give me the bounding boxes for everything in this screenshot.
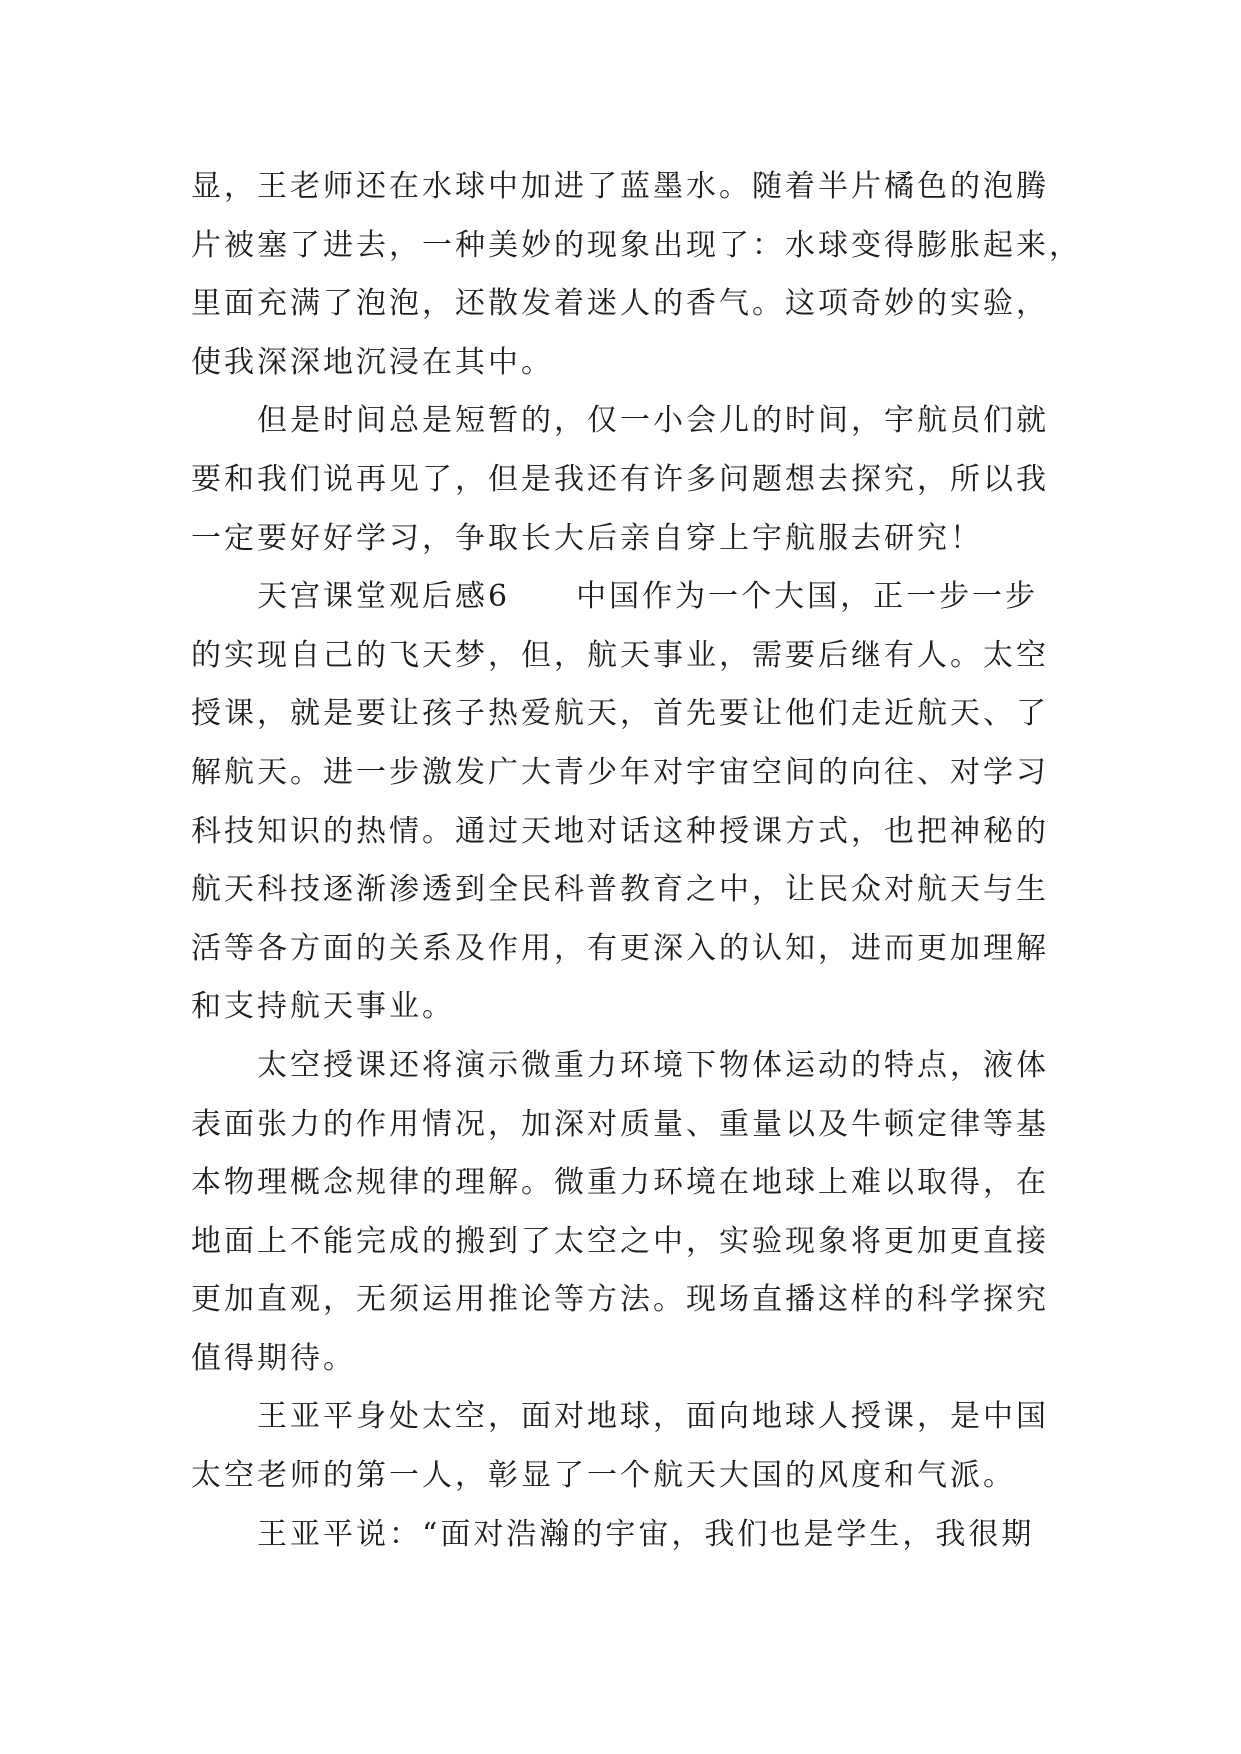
text-line: 使我深深地沉浸在其中。: [191, 344, 554, 380]
paragraph-water-ball-experiment: [191, 158, 1082, 392]
text-line: 王亚平说：“面对浩瀚的宇宙，我们也是学生，我很期: [257, 1516, 1035, 1552]
text-line: 解航天。进一步激发广大青少年对宇宙空间的向往、对学习: [191, 754, 1049, 790]
text-line: 值得期待。: [191, 1340, 356, 1376]
document-body: [191, 158, 1082, 1564]
text-line: 里面充满了泡泡，还散发着迷人的香气。这项奇妙的实验，: [191, 286, 1049, 322]
paragraph-wang-yaping-quote: [191, 1506, 1061, 1565]
text-line: 太空授课还将演示微重力环境下物体运动的特点，液体: [257, 1047, 1049, 1083]
text-line: 一定要好好学习，争取长大后亲自穿上宇航服去研究！: [191, 520, 983, 556]
paragraph-microgravity: [191, 1037, 1061, 1389]
text-line: 科技知识的热情。通过天地对话这种授课方式，也把神秘的: [191, 813, 1049, 849]
paragraph-essay-6-intro: [191, 568, 1061, 1037]
text-line: 王亚平身处太空，面对地球，面向地球人授课，是中国: [257, 1399, 1049, 1435]
text-line: 显，王老师还在水球中加进了蓝墨水。随着半片橘色的泡腾: [191, 169, 1049, 204]
text-line: 的实现自己的飞天梦，但，航天事业，需要后继有人。太空: [191, 637, 1049, 673]
text-line: 表面张力的作用情况，加深对质量、重量以及牛顿定律等基: [191, 1106, 1049, 1142]
text-line: 和支持航天事业。: [191, 989, 455, 1025]
paragraph-wang-yaping: [191, 1388, 1061, 1505]
text-line: 但是时间总是短暂的，仅一小会儿的时间，宇航员们就: [257, 403, 1049, 439]
paragraph-goodbye: [191, 392, 1061, 568]
text-line: 要和我们说再见了，但是我还有许多问题想去探究，所以我: [191, 461, 1049, 497]
text-line: 航天科技逐渐渗透到全民科普教育之中，让民众对航天与生: [191, 872, 1049, 908]
text-line: 地面上不能完成的搬到了太空之中，实验现象将更加更直接: [191, 1223, 1049, 1259]
text-line: 活等各方面的关系及作用，有更深入的认知，进而更加理解: [191, 930, 1049, 966]
text-line: 授课，就是要让孩子热爱航天，首先要让他们走近航天、了: [191, 696, 1049, 732]
text-line: 太空老师的第一人，彰显了一个航天大国的风度和气派。: [191, 1458, 1016, 1494]
text-line: 本物理概念规律的理解。微重力环境在地球上难以取得，在: [191, 1165, 1049, 1201]
text-line: 片被塞了进去，一种美妙的现象出现了：水球变得膨胀起来，: [191, 227, 1082, 263]
text-line: 天宫课堂观后感6 中国作为一个大国，正一步一步: [257, 579, 1039, 615]
text-line: 更加直观，无须运用推论等方法。现场直播这样的科学探究: [191, 1282, 1049, 1318]
